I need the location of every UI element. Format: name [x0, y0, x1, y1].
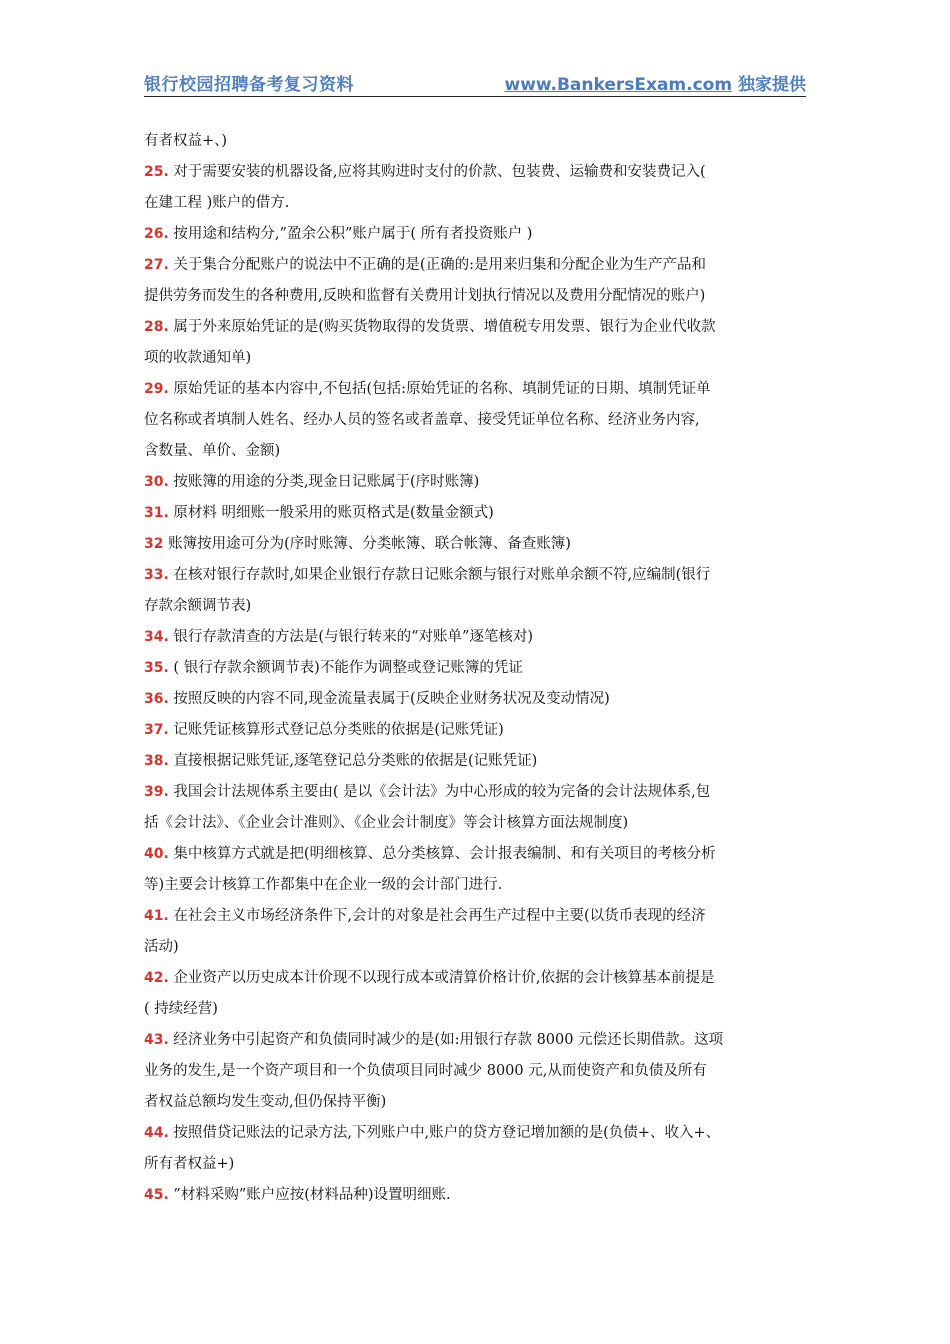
line-text: 提供劳务而发生的各种费用,反映和监督有关费用计划执行情况以及费用分配情况的账户)	[144, 288, 706, 304]
continuation-line	[144, 188, 808, 219]
question-number: 29.	[144, 381, 169, 397]
question-line	[144, 1025, 808, 1056]
line-text: 关于集合分配账户的说法中不正确的是(正确的:是用来归集和分配企业为生产产品和	[168, 257, 706, 273]
continuation-line	[144, 1087, 808, 1118]
line-text: 项的收款通知单)	[144, 350, 252, 366]
question-line	[144, 529, 808, 560]
page-header	[144, 68, 806, 97]
question-line	[144, 498, 808, 529]
question-number: 39.	[144, 784, 169, 800]
line-text: 我国会计法规体系主要由( 是以《会计法》为中心形成的较为完备的会计法规体系,包	[168, 784, 711, 800]
line-text: 原始凭证的基本内容中,不包括(包括:原始凭证的名称、填制凭证的日期、填制凭证单	[168, 381, 711, 397]
line-text: 属于外来原始凭证的是(购买货物取得的发货票、增值税专用发票、银行为企业代收款	[168, 319, 716, 335]
question-number: 45.	[144, 1187, 169, 1203]
question-line	[144, 777, 808, 808]
line-text: 银行存款清查的方法是(与银行转来的“对账单”逐笔核对)	[168, 629, 534, 645]
question-number: 28.	[144, 319, 169, 335]
question-line	[144, 467, 808, 498]
continuation-line	[144, 126, 808, 157]
question-number: 27.	[144, 257, 169, 273]
line-text: 者权益总额均发生变动,但仍保持平衡)	[144, 1094, 387, 1110]
header-url-link[interactable]: www.BankersExam.com	[504, 75, 733, 95]
line-text: 在核对银行存款时,如果企业银行存款日记账余额与银行对账单余额不符,应编制(银行	[168, 567, 711, 583]
question-number: 36.	[144, 691, 169, 707]
continuation-line	[144, 591, 808, 622]
question-line	[144, 1118, 808, 1149]
line-text: 所有者权益+)	[144, 1156, 235, 1172]
line-text: 经济业务中引起资产和负债同时减少的是(如:用银行存款 8000 元偿还长期借款。这项	[168, 1032, 724, 1048]
question-number: 38.	[144, 753, 169, 769]
line-text: 活动)	[144, 939, 179, 955]
continuation-line	[144, 870, 808, 901]
continuation-line	[144, 1149, 808, 1180]
question-line	[144, 157, 808, 188]
line-text: 位名称或者填制人姓名、经办人员的签名或者盖章、接受凭证单位名称、经济业务内容,	[144, 412, 700, 428]
line-text: 有者权益+、)	[144, 133, 228, 149]
line-text: 在社会主义市场经济条件下,会计的对象是社会再生产过程中主要(以货币表现的经济	[168, 908, 706, 924]
question-number: 43.	[144, 1032, 169, 1048]
question-number: 34.	[144, 629, 169, 645]
question-line	[144, 684, 808, 715]
line-text: 业务的发生,是一个资产项目和一个负债项目同时减少 8000 元,从而使资产和负债及所有	[144, 1063, 707, 1079]
question-line	[144, 746, 808, 777]
line-text: 按照反映的内容不同,现金流量表属于(反映企业财务状况及变动情况)	[168, 691, 610, 707]
question-line	[144, 622, 808, 653]
question-number: 30.	[144, 474, 169, 490]
question-number: 42.	[144, 970, 169, 986]
line-text: 存款余额调节表)	[144, 598, 252, 614]
question-number: 44.	[144, 1125, 169, 1141]
line-text: 含数量、单价、金额)	[144, 443, 281, 459]
question-number: 35.	[144, 660, 169, 676]
question-number: 41.	[144, 908, 169, 924]
question-number: 32	[144, 536, 164, 552]
question-line	[144, 715, 808, 746]
line-text: 记账凭证核算形式登记总分类账的依据是(记账凭证)	[168, 722, 504, 738]
question-line	[144, 653, 808, 684]
question-number: 25.	[144, 164, 169, 180]
header-source	[504, 70, 806, 95]
continuation-line	[144, 808, 808, 839]
question-number: 31.	[144, 505, 169, 521]
line-text: ”材料采购”账户应按(材料品种)设置明细账.	[168, 1187, 451, 1203]
line-text: 集中核算方式就是把(明细核算、总分类核算、会计报表编制、和有关项目的考核分析	[168, 846, 716, 862]
line-text: ( 银行存款余额调节表)不能作为调整或登记账簿的凭证	[168, 660, 523, 676]
question-number: 40.	[144, 846, 169, 862]
continuation-line	[144, 405, 808, 436]
line-text: 按照借贷记账法的记录方法,下列账户中,账户的贷方登记增加额的是(负债+、收入+、	[168, 1125, 721, 1141]
question-number: 37.	[144, 722, 169, 738]
question-line	[144, 901, 808, 932]
line-text: 对于需要安装的机器设备,应将其购进时支付的价款、包装费、运输费和安装费记入(	[168, 164, 706, 180]
header-source-suffix: 独家提供	[732, 75, 806, 95]
line-text: 原材料 明细账一般采用的账页格式是(数量金额式)	[168, 505, 494, 521]
question-line	[144, 1180, 808, 1211]
continuation-line	[144, 436, 808, 467]
line-text: ( 持续经营)	[144, 1001, 218, 1017]
line-text: 按用途和结构分,”盈余公积”账户属于( 所有者投资账户 )	[168, 226, 533, 242]
question-line	[144, 374, 808, 405]
continuation-line	[144, 343, 808, 374]
line-text: 企业资产以历史成本计价现不以现行成本或清算价格计价,依据的会计核算基本前提是	[168, 970, 715, 986]
line-text: 括《会计法》、《企业会计准则》、《企业会计制度》等会计核算方面法规制度)	[144, 815, 629, 831]
question-line	[144, 839, 808, 870]
line-text: 等)主要会计核算工作都集中在企业一级的会计部门进行.	[144, 877, 503, 893]
line-text: 在建工程 )账户的借方.	[144, 195, 290, 211]
question-line	[144, 963, 808, 994]
continuation-line	[144, 281, 808, 312]
question-line	[144, 560, 808, 591]
continuation-line	[144, 994, 808, 1025]
line-text: 按账簿的用途的分类,现金日记账属于(序时账簿)	[168, 474, 480, 490]
line-text: 账簿按用途可分为(序时账簿、分类帐簿、联合帐簿、备查账簿)	[163, 536, 571, 552]
question-line	[144, 219, 808, 250]
header-title: 银行校园招聘备考复习资料	[144, 75, 354, 95]
question-line	[144, 250, 808, 281]
question-list	[144, 126, 808, 1211]
question-number: 26.	[144, 226, 169, 242]
line-text: 直接根据记账凭证,逐笔登记总分类账的依据是(记账凭证)	[168, 753, 538, 769]
question-line	[144, 312, 808, 343]
continuation-line	[144, 1056, 808, 1087]
continuation-line	[144, 932, 808, 963]
question-number: 33.	[144, 567, 169, 583]
